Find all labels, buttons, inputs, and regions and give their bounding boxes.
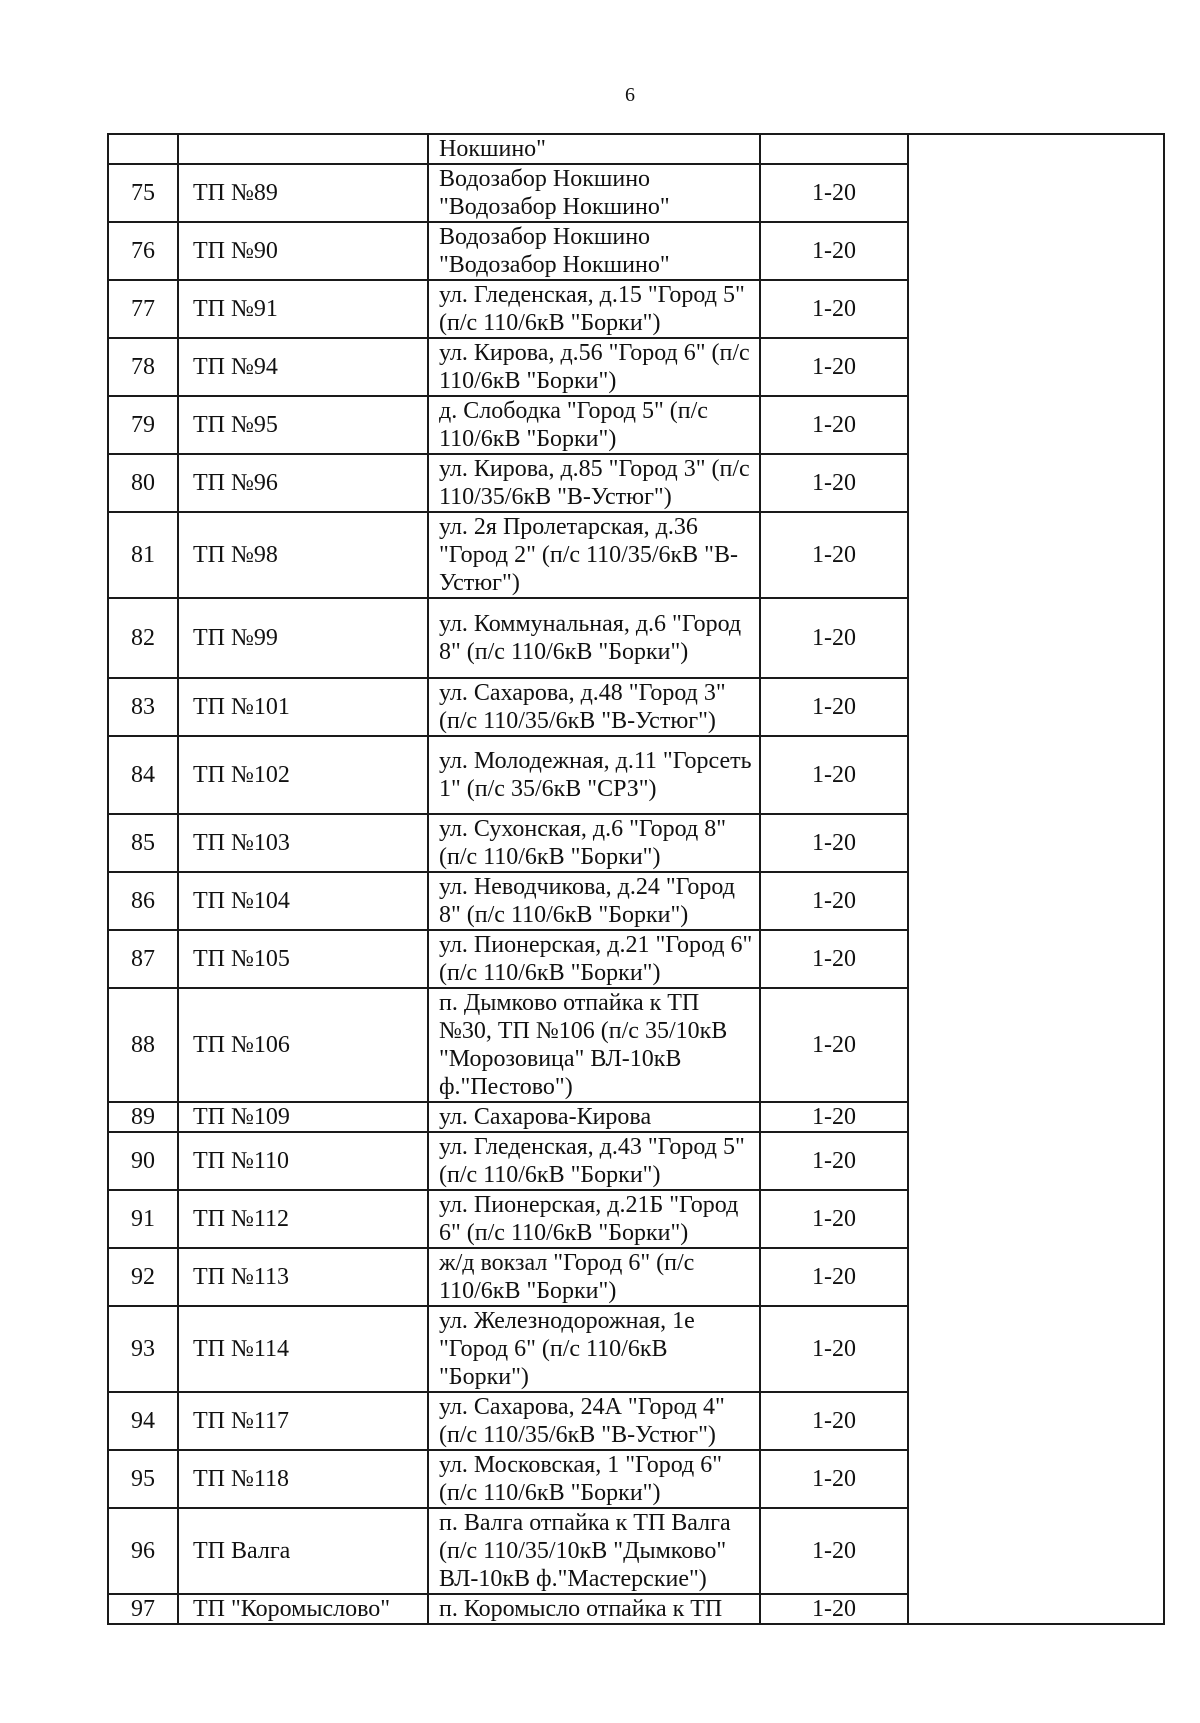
row-number-cell: 82 [108,598,178,678]
substation-name-cell: ТП №117 [178,1392,428,1450]
substation-name-cell: ТП №109 [178,1102,428,1132]
substation-name-cell: ТП №96 [178,454,428,512]
page-number: 6 [625,84,635,106]
empty-column-cell [908,134,1164,164]
category-cell: 1-20 [760,1594,908,1624]
substation-name-cell: ТП №95 [178,396,428,454]
substation-name-cell: ТП №91 [178,280,428,338]
row-number-cell: 88 [108,988,178,1102]
row-number-cell: 81 [108,512,178,598]
empty-column-cell [908,164,1164,222]
row-number-cell: 89 [108,1102,178,1132]
location-cell: ул. Пионерская, д.21 "Город 6" (п/с 110/6кВ "Борки") [428,930,760,988]
empty-column-cell [908,338,1164,396]
table-row [108,134,1164,164]
row-number-cell: 77 [108,280,178,338]
table-row [108,814,1164,872]
empty-column-cell [908,512,1164,598]
substation-name-cell: ТП №98 [178,512,428,598]
table-row [108,1190,1164,1248]
location-cell: ул. 2я Пролетарская, д.36 "Город 2" (п/с 110/35/6кВ "В-Устюг") [428,512,760,598]
substation-name-cell: ТП №89 [178,164,428,222]
category-cell: 1-20 [760,164,908,222]
empty-column-cell [908,1248,1164,1306]
empty-column-cell [908,678,1164,736]
table-row [108,280,1164,338]
category-cell: 1-20 [760,1450,908,1508]
substation-name-cell: ТП №118 [178,1450,428,1508]
category-cell: 1-20 [760,222,908,280]
table-row [108,1248,1164,1306]
row-number-cell: 76 [108,222,178,280]
row-number-cell: 96 [108,1508,178,1594]
table-row [108,736,1164,814]
category-cell: 1-20 [760,512,908,598]
category-cell: 1-20 [760,454,908,512]
substation-name-cell: ТП №112 [178,1190,428,1248]
location-cell: ул. Пионерская, д.21Б "Город 6" (п/с 110/6кВ "Борки") [428,1190,760,1248]
empty-column-cell [908,1190,1164,1248]
substation-name-cell: ТП №103 [178,814,428,872]
location-cell: ул. Сухонская, д.6 "Город 8" (п/с 110/6кВ "Борки") [428,814,760,872]
substation-name-cell: ТП №99 [178,598,428,678]
category-cell: 1-20 [760,338,908,396]
category-cell: 1-20 [760,598,908,678]
location-cell: ул. Молодежная, д.11 "Горсеть 1" (п/с 35/6кВ "СРЗ") [428,736,760,814]
substation-name-cell: ТП Валга [178,1508,428,1594]
empty-column-cell [908,396,1164,454]
row-number-cell: 92 [108,1248,178,1306]
empty-column-cell [908,1306,1164,1392]
category-cell: 1-20 [760,1132,908,1190]
category-cell: 1-20 [760,1190,908,1248]
empty-column-cell [908,1508,1164,1594]
substation-name-cell: ТП №113 [178,1248,428,1306]
empty-column-cell [908,1132,1164,1190]
empty-column-cell [908,1594,1164,1624]
location-cell: ул. Сахарова, 24А "Город 4" (п/с 110/35/6кВ "В-Устюг") [428,1392,760,1450]
table-row [108,1508,1164,1594]
location-cell: ул. Железнодорожная, 1е "Город 6" (п/с 110/6кВ "Борки") [428,1306,760,1392]
empty-column-cell [908,814,1164,872]
category-cell: 1-20 [760,736,908,814]
table-row [108,164,1164,222]
empty-column-cell [908,930,1164,988]
table-row [108,988,1164,1102]
location-cell: ул. Кирова, д.85 "Город 3" (п/с 110/35/6кВ "В-Устюг") [428,454,760,512]
location-cell: Нокшино" [428,134,760,164]
category-cell: 1-20 [760,814,908,872]
empty-column-cell [908,454,1164,512]
substation-name-cell: ТП №90 [178,222,428,280]
table-row [108,1594,1164,1624]
substation-name-cell [178,134,428,164]
table-row [108,454,1164,512]
category-cell: 1-20 [760,678,908,736]
category-cell: 1-20 [760,1508,908,1594]
empty-column-cell [908,988,1164,1102]
table-row [108,1306,1164,1392]
location-cell: ж/д вокзал "Город 6" (п/с 110/6кВ "Борки") [428,1248,760,1306]
row-number-cell: 79 [108,396,178,454]
location-cell: Водозабор Нокшино "Водозабор Нокшино" [428,164,760,222]
location-cell: п. Коромысло отпайка к ТП [428,1594,760,1624]
category-cell: 1-20 [760,1306,908,1392]
category-cell: 1-20 [760,1102,908,1132]
substation-table [107,133,1163,1625]
empty-column-cell [908,598,1164,678]
row-number-cell: 78 [108,338,178,396]
substation-name-cell: ТП "Коромыслово" [178,1594,428,1624]
category-cell: 1-20 [760,872,908,930]
row-number-cell: 94 [108,1392,178,1450]
substation-name-cell: ТП №102 [178,736,428,814]
category-cell: 1-20 [760,930,908,988]
row-number-cell: 83 [108,678,178,736]
substation-name-cell: ТП №105 [178,930,428,988]
empty-column-cell [908,872,1164,930]
location-cell: ул. Коммунальная, д.6 "Город 8" (п/с 110/6кВ "Борки") [428,598,760,678]
location-cell: ул. Гледенская, д.15 "Город 5" (п/с 110/6кВ "Борки") [428,280,760,338]
empty-column-cell [908,222,1164,280]
table-row [108,512,1164,598]
row-number-cell: 97 [108,1594,178,1624]
row-number-cell: 84 [108,736,178,814]
row-number-cell: 75 [108,164,178,222]
category-cell: 1-20 [760,988,908,1102]
category-cell [760,134,908,164]
row-number-cell [108,134,178,164]
table-row [108,338,1164,396]
empty-column-cell [908,1450,1164,1508]
table-body [108,134,1164,1624]
location-cell: ул. Сахарова, д.48 "Город 3" (п/с 110/35/6кВ "В-Устюг") [428,678,760,736]
table-row [108,396,1164,454]
location-cell: п. Дымково отпайка к ТП №30, ТП №106 (п/с 35/10кВ "Морозовица" ВЛ-10кВ ф."Пестово") [428,988,760,1102]
table-row [108,678,1164,736]
empty-column-cell [908,1102,1164,1132]
table-row [108,1392,1164,1450]
substation-name-cell: ТП №110 [178,1132,428,1190]
row-number-cell: 90 [108,1132,178,1190]
table-row [108,872,1164,930]
location-cell: ул. Сахарова-Кирова [428,1102,760,1132]
empty-column-cell [908,1392,1164,1450]
table-row [108,930,1164,988]
category-cell: 1-20 [760,396,908,454]
row-number-cell: 93 [108,1306,178,1392]
substation-name-cell: ТП №104 [178,872,428,930]
empty-column-cell [908,280,1164,338]
location-cell: ул. Неводчикова, д.24 "Город 8" (п/с 110/6кВ "Борки") [428,872,760,930]
row-number-cell: 95 [108,1450,178,1508]
location-cell: ул. Московская, 1 "Город 6" (п/с 110/6кВ "Борки") [428,1450,760,1508]
substation-name-cell: ТП №114 [178,1306,428,1392]
row-number-cell: 80 [108,454,178,512]
location-cell: ул. Гледенская, д.43 "Город 5" (п/с 110/6кВ "Борки") [428,1132,760,1190]
category-cell: 1-20 [760,1392,908,1450]
table-row [108,1450,1164,1508]
category-cell: 1-20 [760,1248,908,1306]
table-row [108,1102,1164,1132]
empty-column-cell [908,736,1164,814]
location-cell: п. Валга отпайка к ТП Валга (п/с 110/35/10кВ "Дымково" ВЛ-10кВ ф."Мастерские") [428,1508,760,1594]
row-number-cell: 85 [108,814,178,872]
location-cell: Водозабор Нокшино "Водозабор Нокшино" [428,222,760,280]
category-cell: 1-20 [760,280,908,338]
table-row [108,222,1164,280]
row-number-cell: 87 [108,930,178,988]
substation-name-cell: ТП №106 [178,988,428,1102]
row-number-cell: 86 [108,872,178,930]
table-row [108,598,1164,678]
location-cell: ул. Кирова, д.56 "Город 6" (п/с 110/6кВ "Борки") [428,338,760,396]
substation-name-cell: ТП №94 [178,338,428,396]
table-row [108,1132,1164,1190]
location-cell: д. Слободка "Город 5" (п/с 110/6кВ "Борки") [428,396,760,454]
row-number-cell: 91 [108,1190,178,1248]
substation-name-cell: ТП №101 [178,678,428,736]
